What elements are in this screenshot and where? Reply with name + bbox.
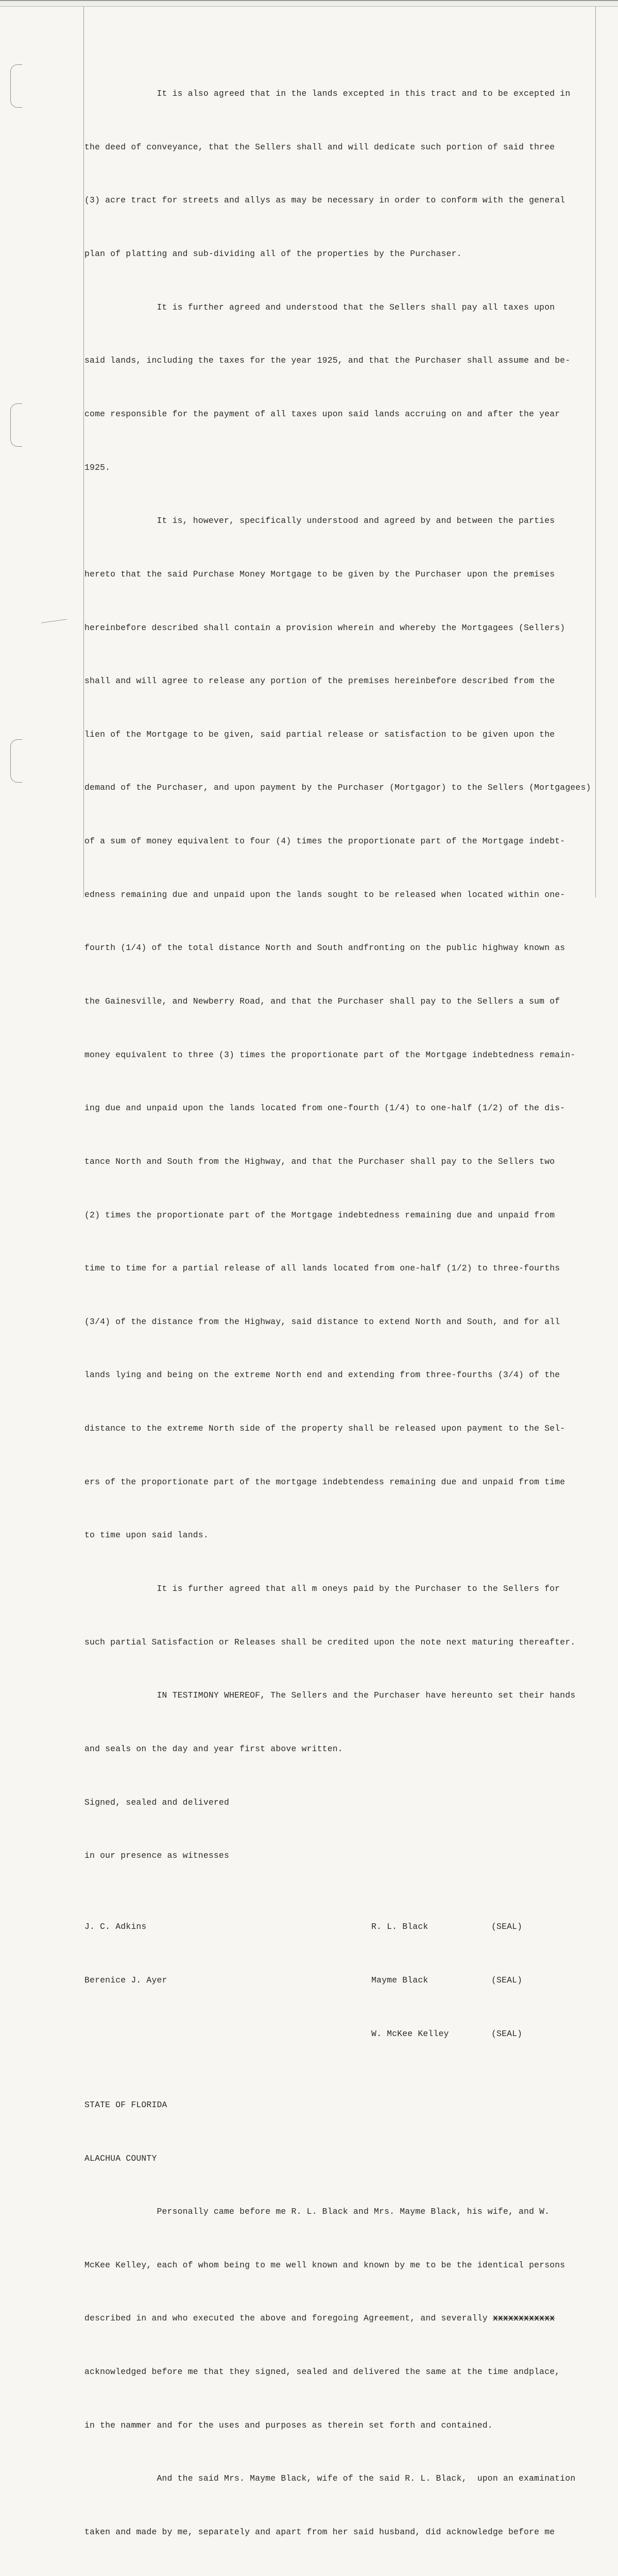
venue-county: ALACHUA COUNTY [84, 2153, 157, 2163]
doc-line: lands lying and being on the extreme North end and extending from three-fourths (3/4) of the [84, 1370, 560, 1380]
doc-line: and seals on the day and year first above written. [84, 1743, 343, 1754]
binder-hole-top [10, 64, 22, 108]
struck-text: xxxxxxxxxxxx [492, 2313, 555, 2324]
doc-line: hereinbefore described shall contain a provision wherein and whereby the Mortgagees (Sellers) [84, 622, 565, 633]
doc-line: Signed, sealed and delivered [84, 1797, 230, 1807]
signature-row [84, 2025, 599, 2043]
signer-name: Mayme Black [371, 1975, 428, 1986]
doc-line: of a sum of money equivalent to four (4) times the proportionate part of the Mortgage indebt- [84, 836, 565, 846]
witness-name: J. C. Adkins [84, 1922, 147, 1932]
doc-line: (3/4) of the distance from the Highway, said distance to extend North and South, and for all [84, 1316, 560, 1327]
typed-document [84, 49, 599, 2576]
seal-mark: (SEAL) [491, 1975, 523, 1986]
doc-line: Personally came before me R. L. Black and Mrs. Mayme Black, his wife, and W. [84, 2207, 550, 2217]
doc-line: in the nammer and for the uses and purposes as therein set forth and contained. [84, 2420, 493, 2430]
doc-line: the Gainesville, and Newberry Road, and that the Purchaser shall pay to the Sellers a sum of [84, 996, 560, 1006]
signer-name: R. L. Black [371, 1922, 428, 1932]
doc-line: McKee Kelley, each of whom being to me well known and known by me to be the identical persons [84, 2260, 565, 2270]
doc-line: ers of the proportionate part of the mortgage indebtendess remaining due and unpaid from time [84, 1477, 565, 1487]
doc-line [84, 2310, 599, 2328]
doc-line: It is also agreed that in the lands excepted in this tract and to be excepted in [84, 89, 571, 99]
doc-line: taken and made by me, separately and apart from her said husband, did acknowledge before me [84, 2527, 555, 2537]
doc-line: fourth (1/4) of the total distance North and South andfronting on the public highway known as [84, 943, 565, 953]
doc-line: the deed of conveyance, that the Sellers shall and will dedicate such portion of said three [84, 142, 555, 152]
pencil-mark [41, 619, 67, 623]
doc-line: edness remaining due and unpaid upon the lands sought to be released when located within one- [84, 889, 565, 900]
doc-line: (3) acre tract for streets and allys as may be necessary in order to conform with the general [84, 195, 565, 206]
doc-line: It is further agreed and understood that the Sellers shall pay all taxes upon [84, 302, 555, 312]
page-top-edge [0, 0, 618, 7]
doc-line: ing due and unpaid upon the lands located from one-fourth (1/4) to one-half (1/2) of the dis- [84, 1103, 565, 1113]
doc-line: tance North and South from the Highway, and that the Purchaser shall pay to the Sellers two [84, 1156, 555, 1166]
doc-line: in our presence as witnesses [84, 1851, 230, 1861]
doc-line: plan of platting and sub-dividing all of the properties by the Purchaser. [84, 249, 462, 259]
doc-line: to time upon said lands. [84, 1530, 209, 1540]
doc-line-text: described in and who executed the above and foregoing Agreement, and severally [84, 2313, 493, 2324]
signature-row [84, 1972, 599, 1990]
venue-state: STATE OF FLORIDA [84, 2099, 167, 2110]
signature-row [84, 1918, 599, 1936]
doc-line: shall and will agree to release any portion of the premises hereinbefore described from the [84, 676, 555, 686]
seal-mark: (SEAL) [491, 2028, 523, 2039]
doc-line: lien of the Mortgage to be given, said partial release or satisfaction to be given upon the [84, 729, 555, 739]
doc-line: 1925. [84, 462, 111, 472]
seal-mark: (SEAL) [491, 1922, 523, 1932]
doc-line: acknowledged before me that they signed, sealed and delivered the same at the time andplace, [84, 2367, 560, 2377]
doc-line: come responsible for the payment of all taxes upon said lands accruing on and after the year [84, 409, 560, 419]
doc-line: demand of the Purchaser, and upon payment by the Purchaser (Mortgagor) to the Sellers (Mortgagees) [84, 783, 591, 793]
doc-line: time to time for a partial release of all lands located from one-half (1/2) to three-fourths [84, 1263, 560, 1274]
doc-line: (2) times the proportionate part of the Mortgage indebtedness remaining due and unpaid from [84, 1210, 555, 1220]
doc-line: It is, however, specifically understood and agreed by and between the parties [84, 516, 555, 526]
doc-line: And the said Mrs. Mayme Black, wife of the said R. L. Black, upon an examination [84, 2473, 576, 2484]
doc-line: hereto that the said Purchase Money Mortgage to be given by the Purchaser upon the premises [84, 569, 555, 579]
doc-line: such partial Satisfaction or Releases shall be credited upon the note next maturing thereafter. [84, 1637, 576, 1647]
doc-line: money equivalent to three (3) times the proportionate part of the Mortgage indebtedness remain- [84, 1049, 576, 1060]
witness-name: Berenice J. Ayer [84, 1975, 167, 1986]
signer-name: W. McKee Kelley [371, 2028, 449, 2039]
binder-hole-middle [10, 403, 22, 447]
doc-line: said lands, including the taxes for the year 1925, and that the Purchaser shall assume and be- [84, 355, 571, 366]
left-margin-rule [83, 6, 84, 897]
doc-line: IN TESTIMONY WHEREOF, The Sellers and the Purchaser have hereunto set their hands [84, 1690, 576, 1701]
doc-line: distance to the extreme North side of the property shall be released upon payment to the Sel- [84, 1423, 565, 1434]
doc-line: It is further agreed that all m oneys paid by the Purchaser to the Sellers for [84, 1584, 560, 1594]
binder-hole-bottom [10, 739, 22, 783]
